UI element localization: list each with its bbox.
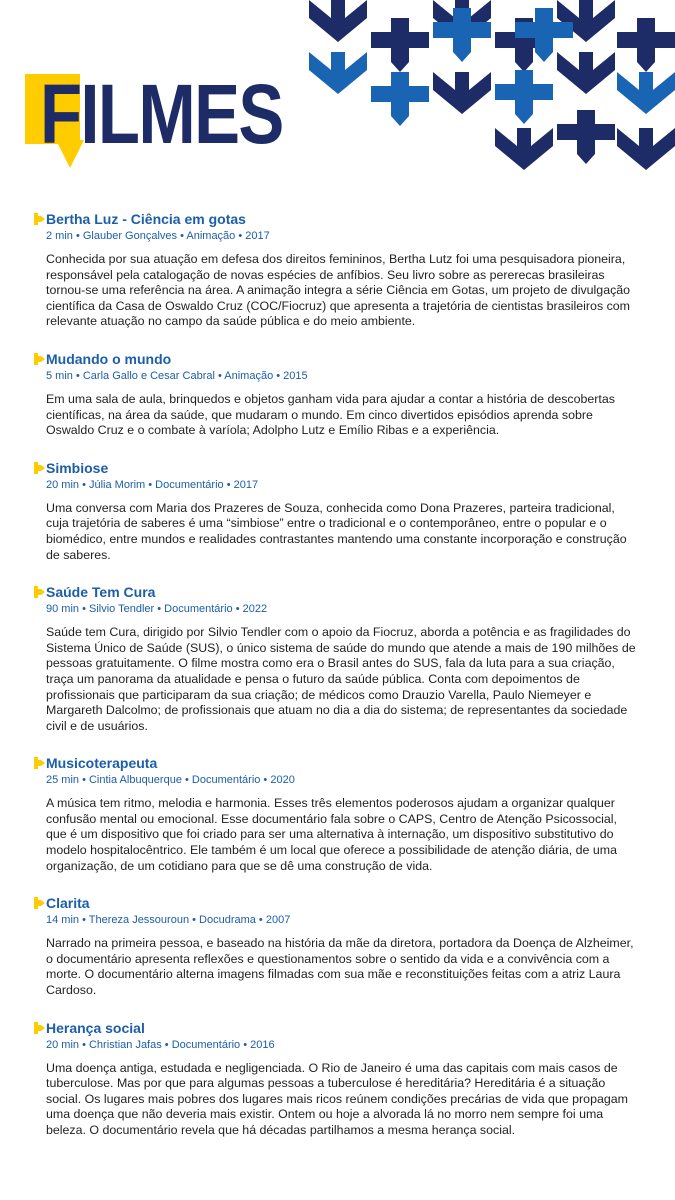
film-list: [34, 210, 634, 1159]
film-description: Conhecida por sua atuação em defesa dos direitos femininos, Bertha Lutz foi uma pesquisadora pioneira, responsável pela catalogação de novas espécies de anfíbios. Seu livro sobre as pererecas brasileiras tornou-se uma referência na área. A animação integra a série Ciência em Gotas, um projeto de divulgação científica da Casa de Oswaldo Cruz (COC/Fiocruz) que apresenta a trajetória de cientistas brasileiros com relevante atuação no campo da saúde pública e do meio ambiente.: [46, 252, 631, 329]
page-header: [0, 0, 675, 200]
film-title: Herança social: [46, 1019, 145, 1036]
film-title: Clarita: [46, 895, 90, 912]
film-description: Uma doença antiga, estudada e negligenciada. O Rio de Janeiro é uma das capitais com mais casos de tuberculose. Mas por que para algumas pessoas a tuberculose é hereditária? Hereditária é a situação social. Os lugares mais pobres dos lugares mais ricos reúnem condições precárias de vida que propagam uma doença que não deveria mais existir. Ontem ou hoje a alvorada lá no morro nem sempre foi uma beleza. O documentário revela que há décadas partilhamos a mesma herança social.: [46, 1060, 628, 1137]
film-meta: 5 min • Carla Gallo e Cesar Cabral • Animação • 2015: [46, 369, 308, 382]
bullet-flag-icon: [34, 213, 45, 225]
bullet-flag-icon: [34, 757, 45, 769]
film-description: Saúde tem Cura, dirigido por Silvio Tendler com o apoio da Fiocruz, aborda a potência e as fragilidades do Sistema Único de Saúde (SUS), o único sistema de saúde do mundo que atende a mais de 190 milhões de pessoas gratuitamente. O filme mostra como era o Brasil antes do SUS, fala da luta para a sua criação, traça um panorama da atualidade e pensa o futuro da saúde pública. Conta com depoimentos de profissionais que participaram da sua criação; de médicos como Drauzio Varella, Paulo Niemeyer e Margareth Dalcolmo; de profissionais que atuam no dia a dia do sistema; de representantes da sociedade civil e de usuários.: [46, 625, 636, 733]
film-meta: 14 min • Thereza Jessouroun • Docudrama • 2007: [46, 914, 291, 927]
bullet-flag-icon: [34, 353, 45, 365]
bullet-flag-icon: [34, 462, 45, 474]
film-header: [34, 894, 634, 912]
film-item: [34, 459, 634, 563]
bullet-flag-icon: [34, 1022, 45, 1034]
film-meta: 25 min • Cintia Albuquerque • Documentário • 2020: [46, 774, 295, 787]
film-title: Saúde Tem Cura: [46, 584, 156, 601]
page-title: FILMES: [40, 67, 283, 161]
film-meta: 2 min • Glauber Gonçalves • Animação • 2017: [46, 230, 270, 242]
cross-arrow-pattern-icon: [305, 0, 675, 185]
film-meta: 20 min • Júlia Morim • Documentário • 2017: [46, 478, 259, 491]
film-title: Mudando o mundo: [46, 350, 172, 367]
film-header: [34, 1019, 634, 1037]
film-meta: 20 min • Christian Jafas • Documentário • 2016: [46, 1038, 275, 1051]
bullet-flag-icon: [34, 897, 45, 909]
film-item: [34, 1019, 634, 1139]
film-title: Simbiose: [46, 459, 109, 476]
film-description: Em uma sala de aula, brinquedos e objetos ganham vida para ajudar a contar a história de descobertas científicas, na área da saúde, que mudaram o mundo. Em cinco divertidos episódios aprenda sobre Oswaldo Cruz e o combate à varíola; Adolpho Lutz e Emílio Ribas e a experiência.: [46, 391, 615, 438]
film-item: [34, 583, 634, 734]
film-description: Uma conversa com Maria dos Prazeres de Souza, conhecida como Dona Prazeres, parteira tradicional, cuja trajetória de saberes é uma “simbiose” entre o tradicional e o contemporâneo, entre o popular e o biomédico, entre mundos e realidades contrastantes mantendo uma constante incorporação e construção de saberes.: [46, 500, 627, 562]
film-description: A música tem ritmo, melodia e harmonia. Esses três elementos poderosos ajudam a organizar qualquer confusão mental ou emocional. Esse documentário fala sobre o CAPS, Centro de Atenção Psicossocial, que é um dispositivo que foi criado para ser uma alternativa à internação, um dispositivo substitutivo do modelo hospitalocêntrico. Ele também é um local que oferece a possibilidade de atenção diária, de uma organização, de um cotidiano para que se dê uma construção de vida.: [46, 796, 617, 873]
film-item: [34, 350, 634, 439]
film-description: Narrado na primeira pessoa, e baseado na história da mãe da diretora, portadora da Doença de Alzheimer, o documentário apresenta reflexões e questionamentos sobre o sentido da vida e a convivência com a morte. O documentário alterna imagens filmadas com sua mãe e reconstituições feitas com a atriz Laura Cardoso.: [46, 936, 634, 998]
film-header: [34, 210, 634, 228]
film-title: Musicoterapeuta: [46, 755, 158, 772]
film-item: [34, 210, 634, 330]
bullet-flag-icon: [34, 586, 45, 598]
film-header: [34, 754, 634, 772]
film-header: [34, 459, 634, 477]
film-meta: 90 min • Silvio Tendler • Documentário • 2022: [46, 603, 268, 616]
film-title: Bertha Luz - Ciência em gotas: [46, 211, 246, 227]
film-header: [34, 583, 634, 601]
film-header: [34, 350, 634, 368]
film-item: [34, 754, 634, 874]
film-item: [34, 894, 634, 998]
